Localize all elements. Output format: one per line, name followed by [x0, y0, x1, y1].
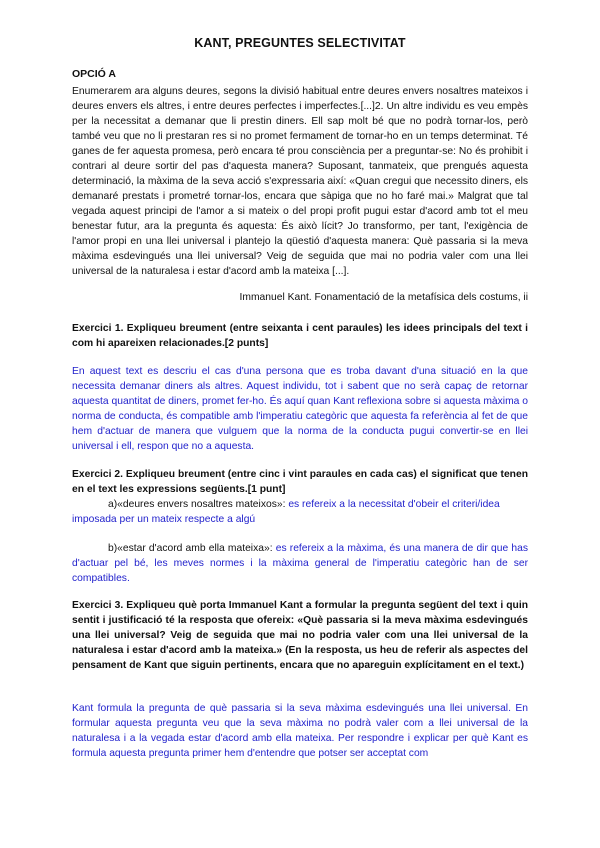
exercise-2a-answer: es refereix a la necessitat d'obeir el criteri/idea imposada per un mateix respecte a algú — [72, 499, 500, 525]
kant-passage: Enumerarem ara alguns deures, segons la divisió habitual entre deures envers nosaltres mateixos i deures envers els altres, i entre deures perfectes i imperfectes.[...]2. Un altre individu es veu empès per la necessitat a demanar que li prestin diners. Ell sap molt bé que no podrà tornar-los, però també veu que no li prestaran res si no promet fermament de tornar-ho en un temps determinat. Té ganes de fer aquesta promesa, però encara té prou consciència per a preguntar-se: No és prohibit i contrari al deure sortir del pas d'aquesta manera? Suposant, tanmateix, que prengués aquesta determinació, la màxima de la seva acció s'expressaria així: «Quan cregui que necessito diners, els demanaré prestats i prometré tornar-los, encara que sàpiga que no ho faré mai.» Malgrat que tal vegada aquest principi de l'amor a si mateix o del propi profit pugui estar d'acord amb tot el meu benestar futur, ara la pregunta és aquesta: És això lícit? Jo transformo, per tant, l'exigència de l'amor propi en una llei universal i plantejo la qüestió d'aquesta manera: Què passaria si la meva màxima esdevingués una llei universal? Veig de seguida que mai no podria valer com una llei universal de la naturalesa i estar d'acord amb la mateixa [...]. — [72, 86, 528, 277]
passage-attribution: Immanuel Kant. Fonamentació de la metafísica dels costums, ii — [239, 292, 528, 303]
exercise-2-prompt: Exercici 2. Expliqueu breument (entre cinc i vint paraules en cada cas) el significat que tenen en el text les expressions següents.[1 punt] — [72, 469, 528, 495]
exercise-2b-label: b)«estar d'acord amb ella mateixa»: — [108, 543, 273, 554]
document-title: KANT, PREGUNTES SELECTIVITAT — [194, 36, 406, 50]
exercise-2a-label: a)«deures envers nosaltres mateixos»: — [108, 499, 286, 510]
exercise-2b-answer: es refereix a la màxima, és una manera de dir que has d'actuar pel bé, les meves normes i la màxima general de l'imperatiu categòric han de ser compatibles. — [72, 543, 528, 584]
exercise-2a — [72, 497, 528, 527]
exercise-3-prompt: Exercici 3. Expliqueu què porta Immanuel Kant a formular la pregunta següent del text i quin sentit i justificació té la resposta que ofereix: «Què passaria si la meva màxima esdevingués una llei universal? Veig de seguida que mai no podria valer com una llei universal de la naturalesa i estar d'acord amb la mateixa.» (En la resposta, us heu de referir als aspectes del pensament de Kant que siguin pertinents, encara que no apareguin explícitament en el text.) — [72, 600, 528, 671]
section-heading: OPCIÓ A — [72, 68, 116, 80]
exercise-3-answer: Kant formula la pregunta de què passaria si la seva màxima esdevingués una llei universal. En formular aquesta pregunta veu que la seva màxima no podrà valer com a llei universal de la naturalesa i a la vegada estar d'acord amb ella mateixa. Per respondre i explicar per què Kant es formula aquesta pregunta primer hem d'entendre que potser ser acceptat com — [72, 703, 528, 759]
exercise-1-answer: En aquest text es descriu el cas d'una persona que es troba davant d'una situació en la que necessita demanar diners als altres. Aquest individu, tot i sabent que no serà capaç de retornar aquesta quantitat de diners, promet fer-ho. És aquí quan Kant reflexiona sobre si aquesta màxima o norma de conducta, és compatible amb l'imperatiu categòric que aquesta fa referència al fet de que hem d'actuar de manera que vulguem que la norma de la conducta pugui convertir-se en llei universal i ell, respon que no a aquesta. — [72, 366, 528, 452]
exercise-1-prompt: Exercici 1. Expliqueu breument (entre seixanta i cent paraules) les idees principals del text i com hi apareixen relacionades.[2 punts] — [72, 323, 528, 349]
exercise-2b — [72, 541, 528, 586]
